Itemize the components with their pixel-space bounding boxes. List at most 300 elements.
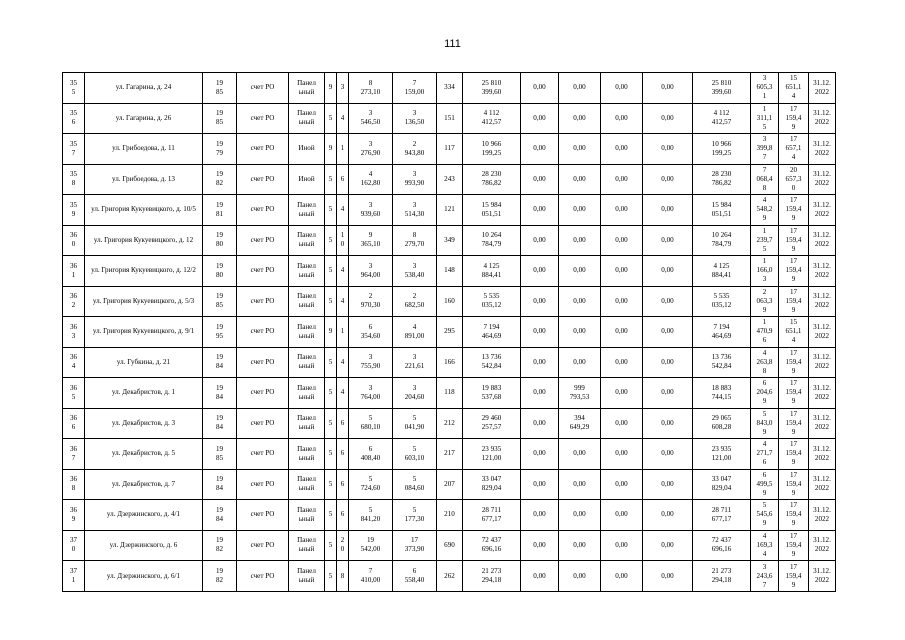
housing-registry-table [62,72,836,592]
cell-cost-per-sqm: 1 166,0 3 [751,256,779,287]
cell-regional-funds: 0,00 [559,134,601,165]
cell-build-year: 19 85 [203,439,237,470]
cell-federal-funds: 0,00 [521,469,559,500]
cell-fund-method: счет РО [237,561,289,592]
cell-regional-funds: 0,00 [559,286,601,317]
cell-cost-per-sqm: 1 470,9 6 [751,317,779,348]
cell-entrances: 4 [337,256,349,287]
cell-row-number: 35 8 [63,164,85,195]
cell-total-cost: 33 047 829,04 [463,469,521,500]
cell-cost-per-sqm: 4 548,2 9 [751,195,779,226]
cell-entrances: 6 [337,408,349,439]
cell-residents: 217 [437,439,463,470]
cell-regional-funds: 0,00 [559,347,601,378]
cell-federal-funds: 0,00 [521,164,559,195]
cell-build-year: 19 85 [203,73,237,104]
cell-federal-funds: 0,00 [521,73,559,104]
cell-floors: 5 [325,408,337,439]
cell-cost-per-sqm: 3 243,6 7 [751,561,779,592]
table-row [63,561,836,592]
cell-cost-per-sqm: 7 068,4 8 [751,164,779,195]
cell-other-funds: 0,00 [643,134,693,165]
cell-residential-area: 2 943,80 [393,134,437,165]
cell-completion-date: 31.12. 2022 [809,134,836,165]
cell-other-funds: 0,00 [643,561,693,592]
cell-residential-area: 3 136,50 [393,103,437,134]
cell-total-cost: 23 935 121,00 [463,439,521,470]
cell-cost-per-sqm: 4 271,7 6 [751,439,779,470]
cell-regional-funds: 0,00 [559,73,601,104]
cell-address: ул. Декабристов, д. 3 [85,408,203,439]
cell-municipal-funds: 0,00 [601,195,643,226]
cell-other-funds: 0,00 [643,408,693,439]
cell-owner-funds: 10 264 784,79 [693,225,751,256]
cell-total-cost: 10 966 199,25 [463,134,521,165]
cell-build-year: 19 84 [203,378,237,409]
cell-total-cost: 19 883 537,68 [463,378,521,409]
cell-wall-material: Панел ьный [289,530,325,561]
cell-regional-funds: 0,00 [559,195,601,226]
cell-residents: 295 [437,317,463,348]
cell-max-cost-per-sqm: 20 657,3 0 [779,164,809,195]
cell-cost-per-sqm: 2 063,3 9 [751,286,779,317]
cell-build-year: 19 79 [203,134,237,165]
cell-total-area: 7 410,00 [349,561,393,592]
cell-wall-material: Панел ьный [289,347,325,378]
cell-municipal-funds: 0,00 [601,561,643,592]
cell-max-cost-per-sqm: 17 159,4 9 [779,469,809,500]
cell-max-cost-per-sqm: 17 159,4 9 [779,530,809,561]
cell-build-year: 19 82 [203,530,237,561]
table-row [63,378,836,409]
cell-max-cost-per-sqm: 17 159,4 9 [779,256,809,287]
cell-fund-method: счет РО [237,469,289,500]
cell-other-funds: 0,00 [643,500,693,531]
cell-max-cost-per-sqm: 17 159,4 9 [779,347,809,378]
cell-completion-date: 31.12. 2022 [809,561,836,592]
cell-federal-funds: 0,00 [521,408,559,439]
cell-build-year: 19 84 [203,347,237,378]
cell-completion-date: 31.12. 2022 [809,195,836,226]
cell-wall-material: Панел ьный [289,500,325,531]
cell-build-year: 19 85 [203,286,237,317]
cell-wall-material: Панел ьный [289,286,325,317]
cell-fund-method: счет РО [237,317,289,348]
cell-fund-method: счет РО [237,439,289,470]
cell-total-area: 3 939,60 [349,195,393,226]
cell-floors: 5 [325,103,337,134]
cell-build-year: 19 95 [203,317,237,348]
cell-municipal-funds: 0,00 [601,73,643,104]
cell-owner-funds: 7 194 464,69 [693,317,751,348]
cell-fund-method: счет РО [237,195,289,226]
cell-cost-per-sqm: 4 263,8 8 [751,347,779,378]
cell-total-area: 4 162,80 [349,164,393,195]
cell-fund-method: счет РО [237,530,289,561]
cell-municipal-funds: 0,00 [601,530,643,561]
cell-total-area: 9 365,10 [349,225,393,256]
cell-completion-date: 31.12. 2022 [809,347,836,378]
cell-floors: 5 [325,347,337,378]
cell-row-number: 35 9 [63,195,85,226]
cell-residents: 118 [437,378,463,409]
cell-federal-funds: 0,00 [521,530,559,561]
cell-cost-per-sqm: 4 169,3 4 [751,530,779,561]
cell-entrances: 4 [337,378,349,409]
cell-owner-funds: 25 810 399,60 [693,73,751,104]
cell-completion-date: 31.12. 2022 [809,469,836,500]
cell-cost-per-sqm: 6 204,6 9 [751,378,779,409]
cell-regional-funds: 0,00 [559,561,601,592]
cell-cost-per-sqm: 5 843,0 9 [751,408,779,439]
cell-total-cost: 4 112 412,57 [463,103,521,134]
cell-address: ул. Грибоедова, д. 11 [85,134,203,165]
cell-residents: 166 [437,347,463,378]
cell-build-year: 19 82 [203,164,237,195]
cell-fund-method: счет РО [237,378,289,409]
cell-total-area: 5 841,20 [349,500,393,531]
cell-wall-material: Панел ьный [289,195,325,226]
cell-max-cost-per-sqm: 17 159,4 9 [779,195,809,226]
cell-total-area: 5 724,60 [349,469,393,500]
cell-row-number: 36 7 [63,439,85,470]
cell-row-number: 35 5 [63,73,85,104]
cell-total-cost: 25 810 399,60 [463,73,521,104]
cell-total-cost: 7 194 464,69 [463,317,521,348]
cell-total-area: 3 764,00 [349,378,393,409]
cell-entrances: 1 [337,134,349,165]
cell-owner-funds: 33 047 829,04 [693,469,751,500]
table-row [63,347,836,378]
cell-entrances: 4 [337,103,349,134]
cell-build-year: 19 81 [203,195,237,226]
cell-completion-date: 31.12. 2022 [809,439,836,470]
table-row [63,134,836,165]
cell-municipal-funds: 0,00 [601,134,643,165]
cell-wall-material: Панел ьный [289,561,325,592]
cell-floors: 5 [325,561,337,592]
cell-total-area: 19 542,00 [349,530,393,561]
cell-completion-date: 31.12. 2022 [809,408,836,439]
cell-floors: 5 [325,195,337,226]
cell-residents: 262 [437,561,463,592]
cell-max-cost-per-sqm: 17 159,4 9 [779,225,809,256]
cell-owner-funds: 15 984 051,51 [693,195,751,226]
cell-other-funds: 0,00 [643,469,693,500]
cell-residents: 690 [437,530,463,561]
cell-regional-funds: 0,00 [559,469,601,500]
cell-regional-funds: 0,00 [559,530,601,561]
table-row [63,408,836,439]
cell-other-funds: 0,00 [643,225,693,256]
cell-max-cost-per-sqm: 17 657,1 4 [779,134,809,165]
cell-floors: 5 [325,286,337,317]
cell-residential-area: 4 891,00 [393,317,437,348]
cell-floors: 9 [325,73,337,104]
cell-max-cost-per-sqm: 15 651,1 4 [779,73,809,104]
cell-fund-method: счет РО [237,256,289,287]
cell-total-area: 2 970,30 [349,286,393,317]
cell-fund-method: счет РО [237,408,289,439]
cell-fund-method: счет РО [237,73,289,104]
cell-row-number: 36 8 [63,469,85,500]
table-row [63,500,836,531]
cell-total-cost: 28 230 786,82 [463,164,521,195]
cell-entrances: 8 [337,561,349,592]
cell-regional-funds: 0,00 [559,500,601,531]
cell-municipal-funds: 0,00 [601,500,643,531]
cell-wall-material: Панел ьный [289,103,325,134]
cell-address: ул. Григория Кукуевицкого, д. 10/5 [85,195,203,226]
cell-build-year: 19 82 [203,561,237,592]
cell-municipal-funds: 0,00 [601,408,643,439]
cell-other-funds: 0,00 [643,103,693,134]
cell-residential-area: 6 558,40 [393,561,437,592]
cell-floors: 5 [325,439,337,470]
cell-other-funds: 0,00 [643,73,693,104]
cell-completion-date: 31.12. 2022 [809,317,836,348]
cell-total-cost: 29 460 257,57 [463,408,521,439]
cell-total-area: 3 276,90 [349,134,393,165]
cell-address: ул. Гагарина, д. 26 [85,103,203,134]
cell-max-cost-per-sqm: 17 159,4 9 [779,408,809,439]
cell-floors: 5 [325,164,337,195]
cell-residents: 148 [437,256,463,287]
cell-cost-per-sqm: 3 399,8 7 [751,134,779,165]
cell-address: ул. Дзержинского, д. 6/1 [85,561,203,592]
cell-regional-funds: 0,00 [559,256,601,287]
cell-row-number: 35 6 [63,103,85,134]
cell-residential-area: 3 204,60 [393,378,437,409]
cell-owner-funds: 4 125 884,41 [693,256,751,287]
cell-entrances: 1 [337,317,349,348]
cell-completion-date: 31.12. 2022 [809,225,836,256]
cell-federal-funds: 0,00 [521,317,559,348]
cell-wall-material: Панел ьный [289,73,325,104]
cell-total-cost: 21 273 294,18 [463,561,521,592]
cell-wall-material: Панел ьный [289,408,325,439]
cell-residential-area: 2 682,50 [393,286,437,317]
cell-max-cost-per-sqm: 15 651,1 4 [779,317,809,348]
cell-entrances: 3 [337,73,349,104]
cell-owner-funds: 28 711 677,17 [693,500,751,531]
cell-residential-area: 3 993,90 [393,164,437,195]
cell-row-number: 36 6 [63,408,85,439]
cell-entrances: 4 [337,195,349,226]
cell-municipal-funds: 0,00 [601,469,643,500]
cell-address: ул. Дзержинского, д. 6 [85,530,203,561]
table-row [63,286,836,317]
cell-completion-date: 31.12. 2022 [809,378,836,409]
registry-body [63,73,836,592]
cell-total-cost: 10 264 784,79 [463,225,521,256]
cell-other-funds: 0,00 [643,439,693,470]
cell-entrances: 1 0 [337,225,349,256]
cell-total-area: 3 755,90 [349,347,393,378]
cell-owner-funds: 72 437 696,16 [693,530,751,561]
cell-cost-per-sqm: 1 311,1 5 [751,103,779,134]
cell-regional-funds: 394 649,29 [559,408,601,439]
cell-total-cost: 4 125 884,41 [463,256,521,287]
cell-total-area: 5 680,10 [349,408,393,439]
cell-wall-material: Панел ьный [289,469,325,500]
table-row [63,530,836,561]
cell-floors: 5 [325,256,337,287]
cell-completion-date: 31.12. 2022 [809,500,836,531]
cell-residents: 243 [437,164,463,195]
cell-regional-funds: 0,00 [559,439,601,470]
cell-residents: 117 [437,134,463,165]
cell-other-funds: 0,00 [643,195,693,226]
table-row [63,317,836,348]
cell-regional-funds: 0,00 [559,225,601,256]
cell-floors: 5 [325,225,337,256]
cell-address: ул. Григория Кукуевицкого, д. 12 [85,225,203,256]
cell-municipal-funds: 0,00 [601,256,643,287]
cell-other-funds: 0,00 [643,530,693,561]
cell-residents: 210 [437,500,463,531]
cell-owner-funds: 28 230 786,82 [693,164,751,195]
cell-row-number: 37 1 [63,561,85,592]
cell-residential-area: 17 373,90 [393,530,437,561]
cell-row-number: 36 9 [63,500,85,531]
cell-federal-funds: 0,00 [521,378,559,409]
cell-floors: 9 [325,317,337,348]
table-row [63,73,836,104]
cell-federal-funds: 0,00 [521,439,559,470]
cell-federal-funds: 0,00 [521,103,559,134]
cell-residents: 160 [437,286,463,317]
cell-address: ул. Григория Кукуевицкого, д. 12/2 [85,256,203,287]
cell-fund-method: счет РО [237,500,289,531]
cell-fund-method: счет РО [237,134,289,165]
cell-completion-date: 31.12. 2022 [809,164,836,195]
cell-wall-material: Панел ьный [289,378,325,409]
cell-other-funds: 0,00 [643,256,693,287]
cell-fund-method: счет РО [237,286,289,317]
cell-fund-method: счет РО [237,225,289,256]
cell-row-number: 35 7 [63,134,85,165]
cell-row-number: 36 5 [63,378,85,409]
cell-floors: 5 [325,469,337,500]
cell-entrances: 6 [337,439,349,470]
cell-entrances: 6 [337,164,349,195]
cell-owner-funds: 4 112 412,57 [693,103,751,134]
cell-residential-area: 5 041,90 [393,408,437,439]
cell-wall-material: Панел ьный [289,317,325,348]
cell-fund-method: счет РО [237,347,289,378]
cell-municipal-funds: 0,00 [601,225,643,256]
cell-residents: 349 [437,225,463,256]
cell-cost-per-sqm: 6 499,5 9 [751,469,779,500]
cell-cost-per-sqm: 1 239,7 5 [751,225,779,256]
cell-federal-funds: 0,00 [521,195,559,226]
cell-build-year: 19 80 [203,225,237,256]
cell-owner-funds: 5 535 035,12 [693,286,751,317]
cell-entrances: 4 [337,347,349,378]
cell-address: ул. Гагарина, д. 24 [85,73,203,104]
cell-entrances: 4 [337,286,349,317]
cell-max-cost-per-sqm: 17 159,4 9 [779,378,809,409]
cell-owner-funds: 29 065 608,28 [693,408,751,439]
cell-entrances: 6 [337,500,349,531]
cell-regional-funds: 0,00 [559,317,601,348]
cell-wall-material: Панел ьный [289,439,325,470]
cell-build-year: 19 84 [203,408,237,439]
cell-federal-funds: 0,00 [521,500,559,531]
cell-build-year: 19 84 [203,500,237,531]
cell-build-year: 19 84 [203,469,237,500]
cell-residential-area: 5 084,60 [393,469,437,500]
cell-total-area: 6 408,40 [349,439,393,470]
cell-residential-area: 5 177,30 [393,500,437,531]
cell-address: ул. Грибоедова, д. 13 [85,164,203,195]
cell-residents: 121 [437,195,463,226]
cell-federal-funds: 0,00 [521,134,559,165]
cell-municipal-funds: 0,00 [601,286,643,317]
cell-municipal-funds: 0,00 [601,164,643,195]
cell-municipal-funds: 0,00 [601,103,643,134]
cell-residents: 212 [437,408,463,439]
cell-municipal-funds: 0,00 [601,439,643,470]
cell-residential-area: 7 159,00 [393,73,437,104]
cell-completion-date: 31.12. 2022 [809,73,836,104]
cell-owner-funds: 10 966 199,25 [693,134,751,165]
cell-regional-funds: 0,00 [559,164,601,195]
table-row [63,469,836,500]
cell-total-cost: 28 711 677,17 [463,500,521,531]
cell-other-funds: 0,00 [643,347,693,378]
table-row [63,195,836,226]
cell-total-area: 6 354,60 [349,317,393,348]
table-row [63,225,836,256]
cell-regional-funds: 0,00 [559,103,601,134]
cell-address: ул. Григория Кукуевицкого, д. 9/1 [85,317,203,348]
cell-municipal-funds: 0,00 [601,347,643,378]
cell-row-number: 36 2 [63,286,85,317]
cell-other-funds: 0,00 [643,317,693,348]
page-number: 111 [444,38,461,50]
cell-residents: 334 [437,73,463,104]
cell-floors: 9 [325,134,337,165]
cell-residential-area: 5 603,10 [393,439,437,470]
table-row [63,164,836,195]
table-row [63,103,836,134]
cell-max-cost-per-sqm: 17 159,4 9 [779,500,809,531]
cell-cost-per-sqm: 3 605,3 1 [751,73,779,104]
cell-total-area: 3 546,50 [349,103,393,134]
table-row [63,439,836,470]
cell-federal-funds: 0,00 [521,347,559,378]
cell-floors: 5 [325,378,337,409]
cell-owner-funds: 18 883 744,15 [693,378,751,409]
cell-residential-area: 3 538,40 [393,256,437,287]
cell-completion-date: 31.12. 2022 [809,256,836,287]
cell-row-number: 36 3 [63,317,85,348]
cell-residential-area: 3 221,61 [393,347,437,378]
cell-completion-date: 31.12. 2022 [809,103,836,134]
cell-address: ул. Губкина, д. 21 [85,347,203,378]
cell-wall-material: Панел ьный [289,225,325,256]
cell-fund-method: счет РО [237,164,289,195]
cell-total-area: 8 273,10 [349,73,393,104]
cell-row-number: 36 1 [63,256,85,287]
cell-row-number: 37 0 [63,530,85,561]
cell-owner-funds: 23 935 121,00 [693,439,751,470]
cell-residents: 151 [437,103,463,134]
cell-total-cost: 13 736 542,84 [463,347,521,378]
cell-build-year: 19 80 [203,256,237,287]
